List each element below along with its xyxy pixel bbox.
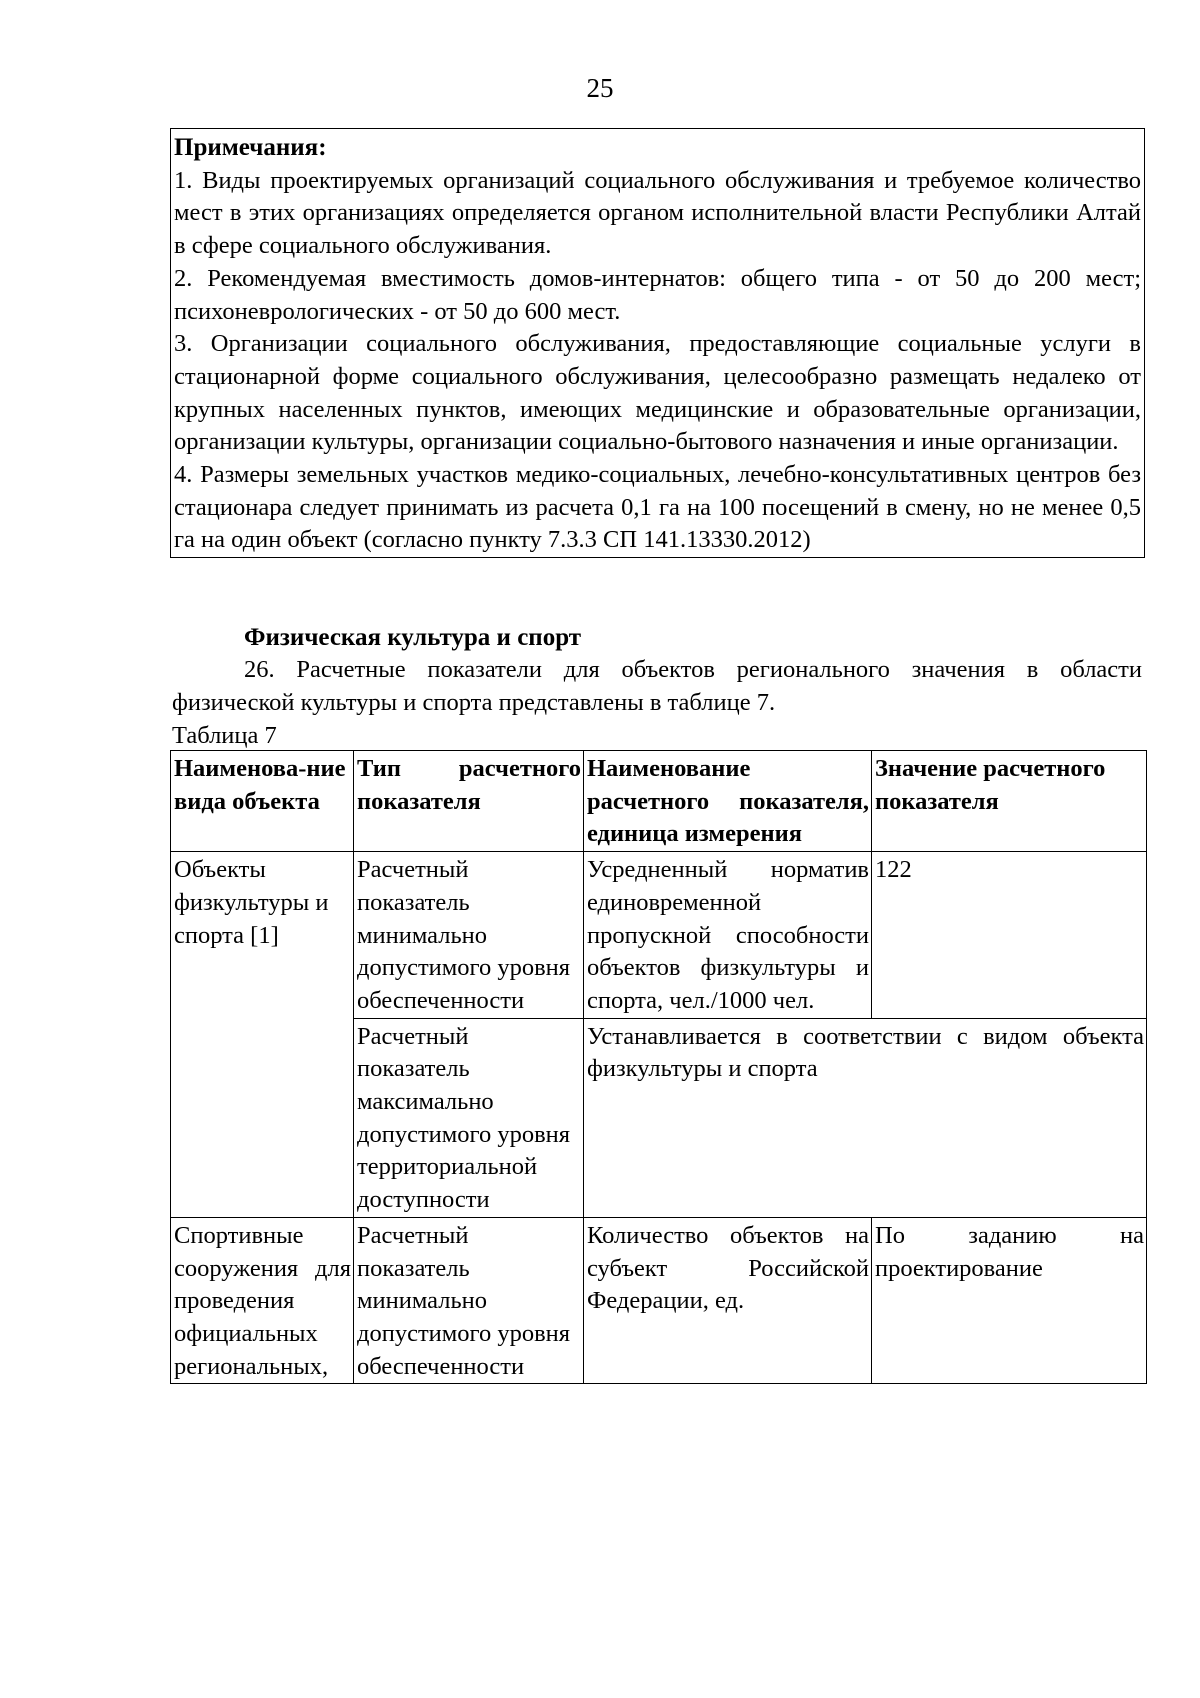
cell-type: Расчетный показатель минимально допустимого уровня обеспеченности	[354, 852, 584, 1019]
cell-type: Расчетный показатель максимально допустимого уровня территориальной доступности	[354, 1018, 584, 1217]
note-3: 3. Организации социального обслуживания, предоставляющие социальные услуги в стационарной форме социального обслуживания, целесообразно размещать недалеко от крупных населенных пунктов, имеющих медицинские и образовательные организации, организации культуры, организации социально-бытового назначения и иные организации.	[174, 330, 1141, 456]
header-indicator-name: Наименование расчетного показателя, единица измерения	[584, 751, 872, 852]
header-object-type: Наименова-ние вида объекта	[171, 751, 354, 852]
table-row	[171, 852, 1147, 1019]
cell-object: Объекты физкультуры и спорта [1]	[171, 852, 354, 1218]
table-caption: Таблица 7	[172, 722, 277, 749]
notes-box	[170, 128, 1145, 558]
header-indicator-value: Значение расчетного показателя	[872, 751, 1147, 852]
cell-merged-note: Устанавливается в соответствии с видом объекта физкультуры и спорта	[584, 1018, 1147, 1217]
note-1: 1. Виды проектируемых организаций социального обслуживания и требуемое количество мест в этих организациях определяется органом исполнительной власти Республики Алтай в сфере социального обслуживания.	[174, 166, 1141, 260]
cell-type: Расчетный показатель минимально допустимого уровня обеспеченности	[354, 1217, 584, 1384]
paragraph-26: 26. Расчетные показатели для объектов регионального значения в области физической культуры и спорта представлены в таблице 7.	[172, 656, 1142, 716]
cell-value: 122	[872, 852, 1147, 1019]
cell-name: Усредненный норматив единовременной пропускной способности объектов физкультуры и спорта, чел./1000 чел.	[584, 852, 872, 1019]
table-header-row	[171, 751, 1147, 852]
section-heading: Физическая культура и спорт	[244, 624, 582, 651]
note-2: 2. Рекомендуемая вместимость домов-интернатов: общего типа - от 50 до 200 мест; психоневрологических - от 50 до 600 мест.	[174, 264, 1141, 325]
table-row	[171, 1217, 1147, 1384]
notes-title: Примечания:	[174, 134, 327, 161]
cell-value: По заданию на проектирование	[872, 1217, 1147, 1384]
cell-object: Спортивные сооружения для проведения официальных региональных,	[171, 1217, 354, 1384]
page-number: 25	[586, 73, 614, 103]
cell-name: Количество объектов на субъект Российской Федерации, ед.	[584, 1217, 872, 1384]
table-7	[170, 750, 1147, 1384]
header-indicator-type: Тип расчетного показателя	[354, 751, 584, 852]
note-4: 4. Размеры земельных участков медико-социальных, лечебно-консультативных центров без стационара следует принимать из расчета 0,1 га на 100 посещений в смену, но не менее 0,5 га на один объект (согласно пункту 7.3.3 СП 141.13330.2012)	[174, 461, 1141, 554]
